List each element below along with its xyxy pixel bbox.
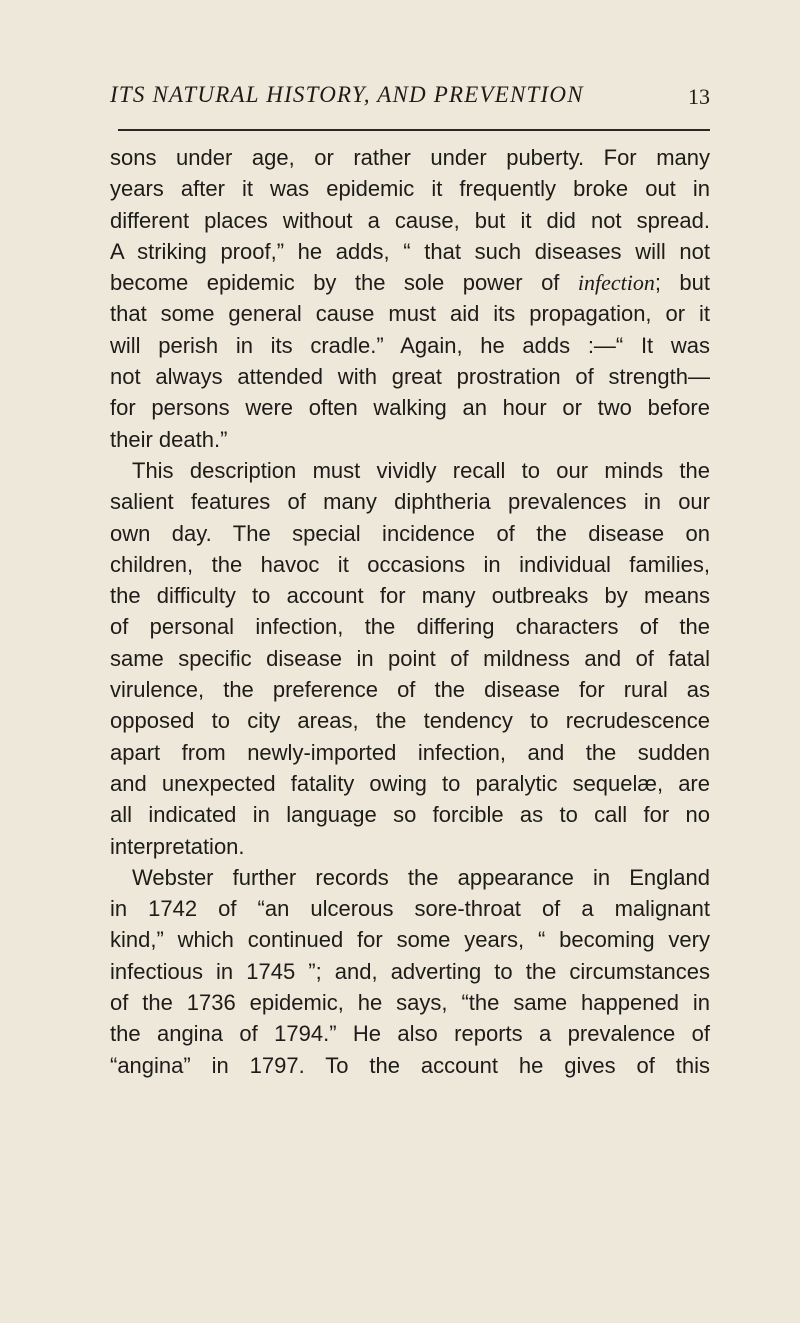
text-line: sons under age, or rather under puberty. For many <box>110 145 710 170</box>
text-line: of personal infection, the differing characters of the <box>110 614 710 640</box>
text-line: that some general cause must aid its propagation, or it <box>110 301 710 327</box>
text-line: salient features of many diphtheria prevalences in our <box>110 489 710 515</box>
text-line: interpretation. <box>110 833 245 859</box>
text-line: all indicated in language so forcible as to call for no <box>110 802 710 828</box>
running-title: ITS NATURAL HISTORY, AND PREVENTION <box>110 82 584 107</box>
text-line: A striking proof,” he adds, “ that such diseases will not <box>110 238 710 264</box>
body-text <box>110 142 710 1081</box>
text-line: “angina” in 1797. To the account he gives of this <box>110 1052 710 1078</box>
italic-word: infection <box>577 270 655 296</box>
text-line: opposed to city areas, the tendency to recrudescence <box>110 708 710 734</box>
text-line: will perish in its cradle.” Again, he adds :—“ It was <box>110 332 710 358</box>
text-line <box>110 267 710 298</box>
page-number: 13 <box>688 84 710 109</box>
text-line: apart from newly-imported infection, and the sudden <box>110 739 710 765</box>
text-line: own day. The special incidence of the disease on <box>110 520 710 546</box>
text-line: infectious in 1745 ”; and, adverting to the circumstances <box>110 958 710 984</box>
text-line: in 1742 of “an ulcerous sore-throat of a malignant <box>110 896 710 922</box>
text-segment: ; but <box>654 270 710 296</box>
text-line: kind,” which continued for some years, “ becoming very <box>110 927 710 953</box>
text-line: their death.” <box>110 426 228 452</box>
text-line: the angina of 1794.” He also reports a prevalence of <box>110 1021 710 1047</box>
text-line: same specific disease in point of mildness and of fatal <box>110 645 710 671</box>
text-line: virulence, the preference of the disease for rural as <box>110 677 710 703</box>
text-line: This description must vividly recall to our minds the <box>132 457 710 483</box>
text-line: and unexpected fatality owing to paralytic sequelæ, are <box>110 770 710 796</box>
text-segment: become epidemic by the sole power of <box>110 270 578 296</box>
text-line: not always attended with great prostration of strength— <box>110 364 710 390</box>
text-line: of the 1736 epidemic, he says, “the same happened in <box>110 990 710 1016</box>
text-line: different places without a cause, but it did not spread. <box>110 207 710 233</box>
text-line: for persons were often walking an hour or two before <box>110 395 710 421</box>
text-line: Webster further records the appearance in England <box>132 864 710 890</box>
text-line: children, the havoc it occasions in individual families, <box>110 551 710 577</box>
text-line: years after it was epidemic it frequently broke out in <box>110 176 710 202</box>
header-rule <box>118 129 710 131</box>
running-head <box>110 82 710 116</box>
text-line: the difficulty to account for many outbreaks by means <box>110 583 710 609</box>
